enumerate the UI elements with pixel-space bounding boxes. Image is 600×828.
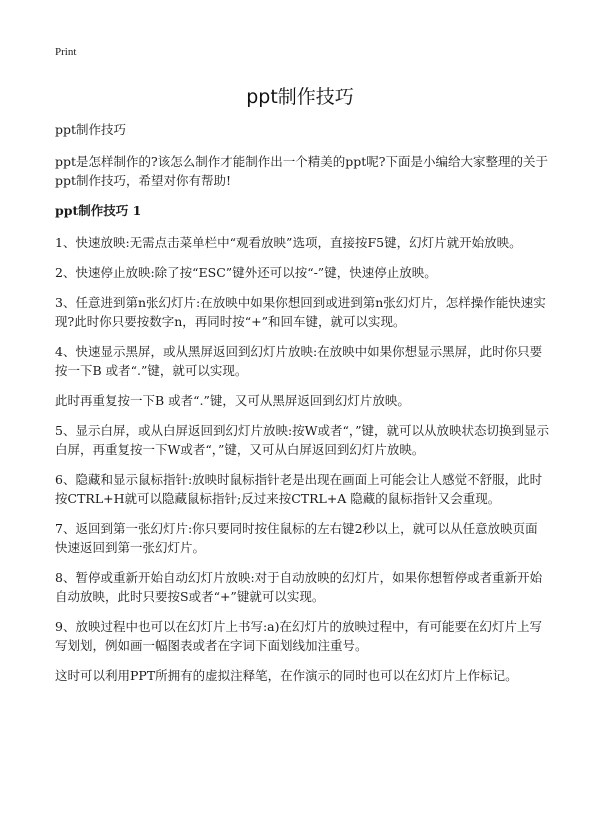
tip-paragraph-8: 8、暂停或重新开始自动幻灯片放映:对于自动放映的幻灯片，如果你想暂停或者重新开始自动放映，此时只要按S或者“+”键就可以实现。 [55,570,543,604]
article-body [55,120,550,696]
page-title: ppt制作技巧 [246,86,354,108]
intro-paragraph: ppt是怎样制作的?该怎么制作才能制作出一个精美的ppt呢?下面是小编给大家整理的关于ppt制作技巧，希望对你有帮助! [55,154,548,188]
tip-paragraph-9: 9、放映过程中也可以在幻灯片上书写:a)在幻灯片的放映过程中，有可能要在幻灯片上写写划划，例如画一幅图表或者在字词下面划线加注重号。 [55,619,542,653]
tip-paragraph-4: 4、快速显示黑屏，或从黑屏返回到幻灯片放映:在放映中如果你想显示黑屏，此时你只要按一下B 或者“.”键，就可以实现。 [55,344,543,378]
tip-paragraph-6: 6、隐藏和显示鼠标指针:放映时鼠标指针老是出现在画面上可能会让人感觉不舒服，此时按CTRL+H就可以隐藏鼠标指针;反过来按CTRL+A 隐藏的鼠标指针又会重现。 [55,472,543,506]
tip-paragraph-9-continued: 这时可以利用PPT所拥有的虚拟注释笔，在作演示的同时也可以在幻灯片上作标记。 [55,668,518,683]
print-link[interactable]: Print [55,46,77,58]
tip-paragraph-4-continued: 此时再重复按一下B 或者“.”键，又可从黑屏返回到幻灯片放映。 [55,393,410,408]
tip-paragraph-1: 1、快速放映:无需点击菜单栏中“观看放映”选项，直接按F5键，幻灯片就开始放映。 [55,235,522,250]
tip-paragraph-3: 3、任意进到第n张幻灯片:在放映中如果你想回到或进到第n张幻灯片，怎样操作能快速实现?此时你只要按数字n，再同时按“+”和回车键，就可以实现。 [55,295,546,329]
tip-paragraph-7: 7、返回到第一张幻灯片:你只要同时按住鼠标的左右键2秒以上，就可以从任意放映页面快速返回到第一张幻灯片。 [55,521,538,555]
article-subtitle: ppt制作技巧 [55,122,127,137]
tip-paragraph-5: 5、显示白屏，或从白屏返回到幻灯片放映:按W或者“，”键，就可以从放映状态切换到显示白屏，再重复按一下W或者“，”键，又可从白屏返回到幻灯片放映。 [55,423,550,457]
tip-paragraph-2: 2、快速停止放映:除了按“ESC”键外还可以按“-”键，快速停止放映。 [55,265,437,280]
section-heading: ppt制作技巧 1 [55,203,142,218]
